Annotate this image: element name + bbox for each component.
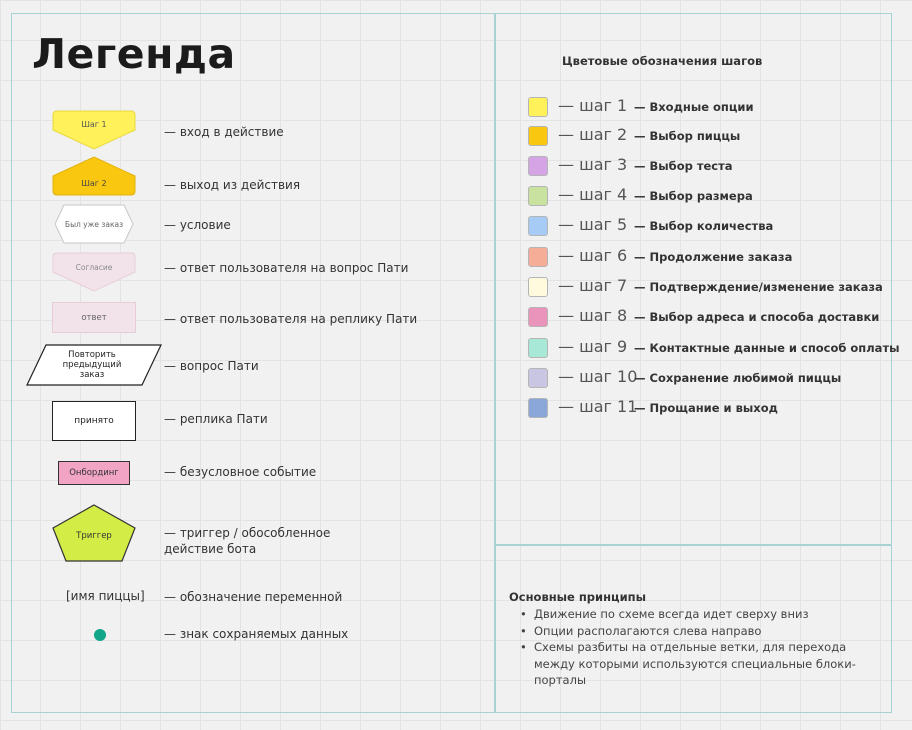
step-color-swatch <box>528 368 548 388</box>
step-color-swatch <box>528 126 548 146</box>
step-exit-shape <box>52 156 136 196</box>
user-answer-remark-shape <box>52 302 136 333</box>
pati-remark-shape <box>52 401 136 441</box>
step-number: — шаг 4 <box>558 185 628 204</box>
pati-question-desc: — вопрос Пати <box>164 359 259 373</box>
step-color-swatch <box>528 156 548 176</box>
step-number: — шаг 7 <box>558 276 628 295</box>
step-entry-desc: — вход в действие <box>164 125 284 139</box>
principles-title: Основные принципы <box>509 590 646 604</box>
step-label: — Сохранение любимой пиццы <box>634 371 842 385</box>
step-color-swatch <box>528 186 548 206</box>
step-color-swatch <box>528 398 548 418</box>
step-number: — шаг 1 <box>558 96 628 115</box>
principle-item: • Опции располагаются слева направо <box>509 623 887 640</box>
step-number: — шаг 8 <box>558 306 628 325</box>
step-colors-title: Цветовые обозначения шагов <box>562 54 763 68</box>
step-label: — Контактные данные и способ оплаты <box>634 341 900 355</box>
principles-list <box>509 606 887 689</box>
variable-desc: — обозначение переменной <box>164 590 343 604</box>
step-number: — шаг 3 <box>558 155 628 174</box>
pati-question-label: Повторить предыдущий заказ <box>62 350 122 380</box>
step-color-swatch <box>528 307 548 327</box>
condition-shape <box>54 204 134 244</box>
step-number: — шаг 11 <box>558 397 638 416</box>
step-number: — шаг 2 <box>558 125 628 144</box>
onboarding-desc: — безусловное событие <box>164 465 317 479</box>
step-entry-shape <box>52 110 136 150</box>
step-color-swatch <box>528 277 548 297</box>
step-exit-label: Шаг 2 <box>81 178 107 188</box>
variable-sample: [имя пиццы] <box>66 589 145 603</box>
principle-item: • Схемы разбиты на отдельные ветки, для перехода между которыми используются специальные блоки-порталы <box>509 639 887 689</box>
user-answer-question-desc: — ответ пользователя на вопрос Пати <box>164 261 409 275</box>
step-label: — Входные опции <box>634 100 754 114</box>
condition-label: Был уже заказ <box>64 219 124 229</box>
step-number: — шаг 10 <box>558 367 638 386</box>
step-colors-frame <box>495 13 892 545</box>
step-number: — шаг 9 <box>558 337 628 356</box>
trigger-desc: — триггер / обособленное действие бота <box>164 526 331 556</box>
user-answer-remark-label: ответ <box>81 312 107 323</box>
step-label: — Продолжение заказа <box>634 250 793 264</box>
trigger-shape <box>52 504 136 562</box>
step-label: — Подтверждение/изменение заказа <box>634 280 883 294</box>
saved-data-dot-icon <box>94 629 106 641</box>
pati-question-shape <box>26 344 162 386</box>
step-label: — Выбор количества <box>634 219 774 233</box>
step-number: — шаг 6 <box>558 246 628 265</box>
trigger-label: Триггер <box>76 531 112 541</box>
legend-title: Легенда <box>32 30 236 78</box>
user-answer-remark-desc: — ответ пользователя на реплику Пати <box>164 312 418 326</box>
onboarding-shape <box>58 461 130 485</box>
saved-data-desc: — знак сохраняемых данных <box>164 627 349 641</box>
step-number: — шаг 5 <box>558 215 628 234</box>
step-color-swatch <box>528 216 548 236</box>
pati-remark-desc: — реплика Пати <box>164 412 268 426</box>
onboarding-label: Онбординг <box>69 468 119 478</box>
step-color-swatch <box>528 338 548 358</box>
user-answer-question-shape <box>52 252 136 292</box>
pati-remark-label: принято <box>74 416 114 426</box>
user-answer-question-label: Согласие <box>75 262 113 272</box>
step-exit-desc: — выход из действия <box>164 178 301 192</box>
step-color-swatch <box>528 247 548 267</box>
step-label: — Выбор пиццы <box>634 129 741 143</box>
condition-desc: — условие <box>164 218 231 232</box>
step-entry-label: Шаг 1 <box>81 119 107 129</box>
step-color-swatch <box>528 97 548 117</box>
step-label: — Выбор теста <box>634 159 733 173</box>
principle-item: • Движение по схеме всегда идет сверху вниз <box>509 606 887 623</box>
step-label: — Прощание и выход <box>634 401 778 415</box>
step-label: — Выбор адреса и способа доставки <box>634 310 880 324</box>
step-label: — Выбор размера <box>634 189 753 203</box>
